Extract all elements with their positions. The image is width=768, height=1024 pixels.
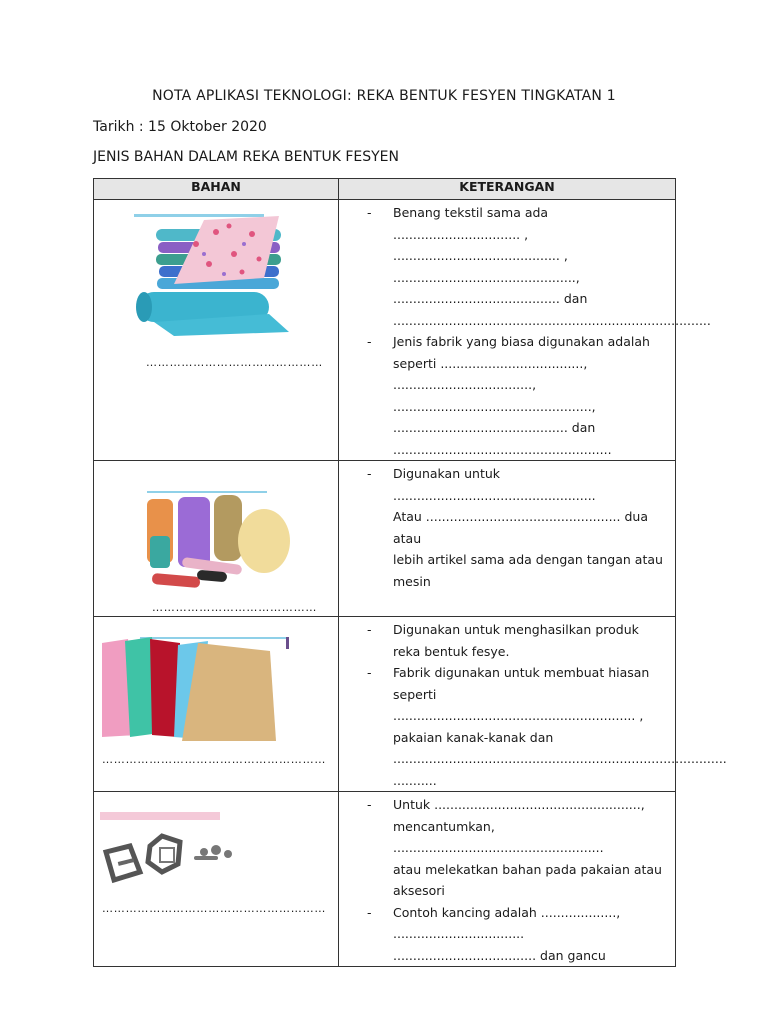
text-line: .......................................... dan <box>393 291 588 306</box>
bullet-item <box>363 463 667 592</box>
bullet-item <box>363 794 667 902</box>
text-line: ............................................ dan <box>393 420 596 435</box>
bullet-item <box>363 662 727 791</box>
text-line: ................................................................................ <box>393 312 711 328</box>
section-heading: JENIS BAHAN DALAM REKA BENTUK FESYEN <box>93 149 400 165</box>
text-line: - Jenis fabrik yang biasa digunakan adalah <box>393 334 650 349</box>
description-cell <box>339 792 676 967</box>
materials-table <box>93 178 727 967</box>
text-line: aksesori <box>393 883 445 898</box>
felt-sheets-image <box>100 637 290 747</box>
text-line: seperti ...................................., <box>393 355 588 371</box>
material-image-cell <box>94 617 339 792</box>
page-title: NOTA APLIKASI TEKNOLOGI: REKA BENTUK FESYEN TINGKATAN 1 <box>152 88 616 104</box>
bullet-item <box>363 202 711 331</box>
text-line: reka bentuk fesye. <box>393 643 510 659</box>
fabric-rolls-image <box>134 214 294 339</box>
text-line: Atau ................................................. dua atau <box>393 509 648 546</box>
material-caption: ………………………………………………… <box>102 753 327 766</box>
text-line: - Benang tekstil sama ada ................................ , <box>393 205 549 242</box>
text-line: - Contoh kancing adalah ..................., <box>393 904 621 920</box>
thread-spools-image <box>142 491 292 601</box>
material-caption: ……………………………………… <box>146 356 323 369</box>
text-line: - Digunakan untuk ................................................... <box>393 466 596 503</box>
text-line: pakaian kanak-kanak dan <box>393 729 554 745</box>
text-line: ........... <box>393 772 437 788</box>
bullet-item <box>363 331 667 460</box>
buckles-image <box>100 812 260 892</box>
table-row <box>94 200 676 461</box>
description-cell <box>339 461 676 617</box>
text-line: .................................................................................... <box>393 751 727 766</box>
text-line: mencantumkan, ..................................................... <box>393 818 604 855</box>
date-line: Tarikh : 15 Oktober 2020 <box>93 119 267 135</box>
text-line: atau melekatkan bahan pada pakaian atau <box>393 861 662 877</box>
text-line: seperti ............................................................. , <box>393 686 644 723</box>
text-line: ....................................................... <box>393 441 612 457</box>
header-bahan: BAHAN <box>94 179 339 200</box>
text-line: - Fabrik digunakan untuk membuat hiasan <box>393 665 650 680</box>
text-line: .......................................... , <box>393 248 568 263</box>
bullet-item <box>363 619 667 662</box>
material-image-cell <box>94 792 339 967</box>
table-row <box>94 461 676 617</box>
text-line: mesin <box>393 573 431 589</box>
header-keterangan: KETERANGAN <box>339 179 676 200</box>
description-cell <box>339 617 727 792</box>
text-line: - Untuk ...................................................., <box>393 797 645 812</box>
table-row <box>94 617 676 792</box>
table-header-row <box>94 179 676 200</box>
text-line: .............................................., <box>393 269 580 285</box>
table-row <box>94 792 676 967</box>
text-line: lebih artikel sama ada dengan tangan atau <box>393 552 663 567</box>
text-line: ................................. .................................... dan gancu <box>393 926 606 963</box>
material-image-cell <box>94 200 339 461</box>
bullet-item <box>363 902 667 967</box>
text-line: - Digunakan untuk menghasilkan produk <box>393 622 639 637</box>
material-caption: …………………………………… <box>152 601 318 614</box>
text-line: ..................................., .................................................., <box>393 377 596 414</box>
material-caption: ………………………………………………… <box>102 902 327 915</box>
description-cell <box>339 200 711 461</box>
material-image-cell <box>94 461 339 617</box>
